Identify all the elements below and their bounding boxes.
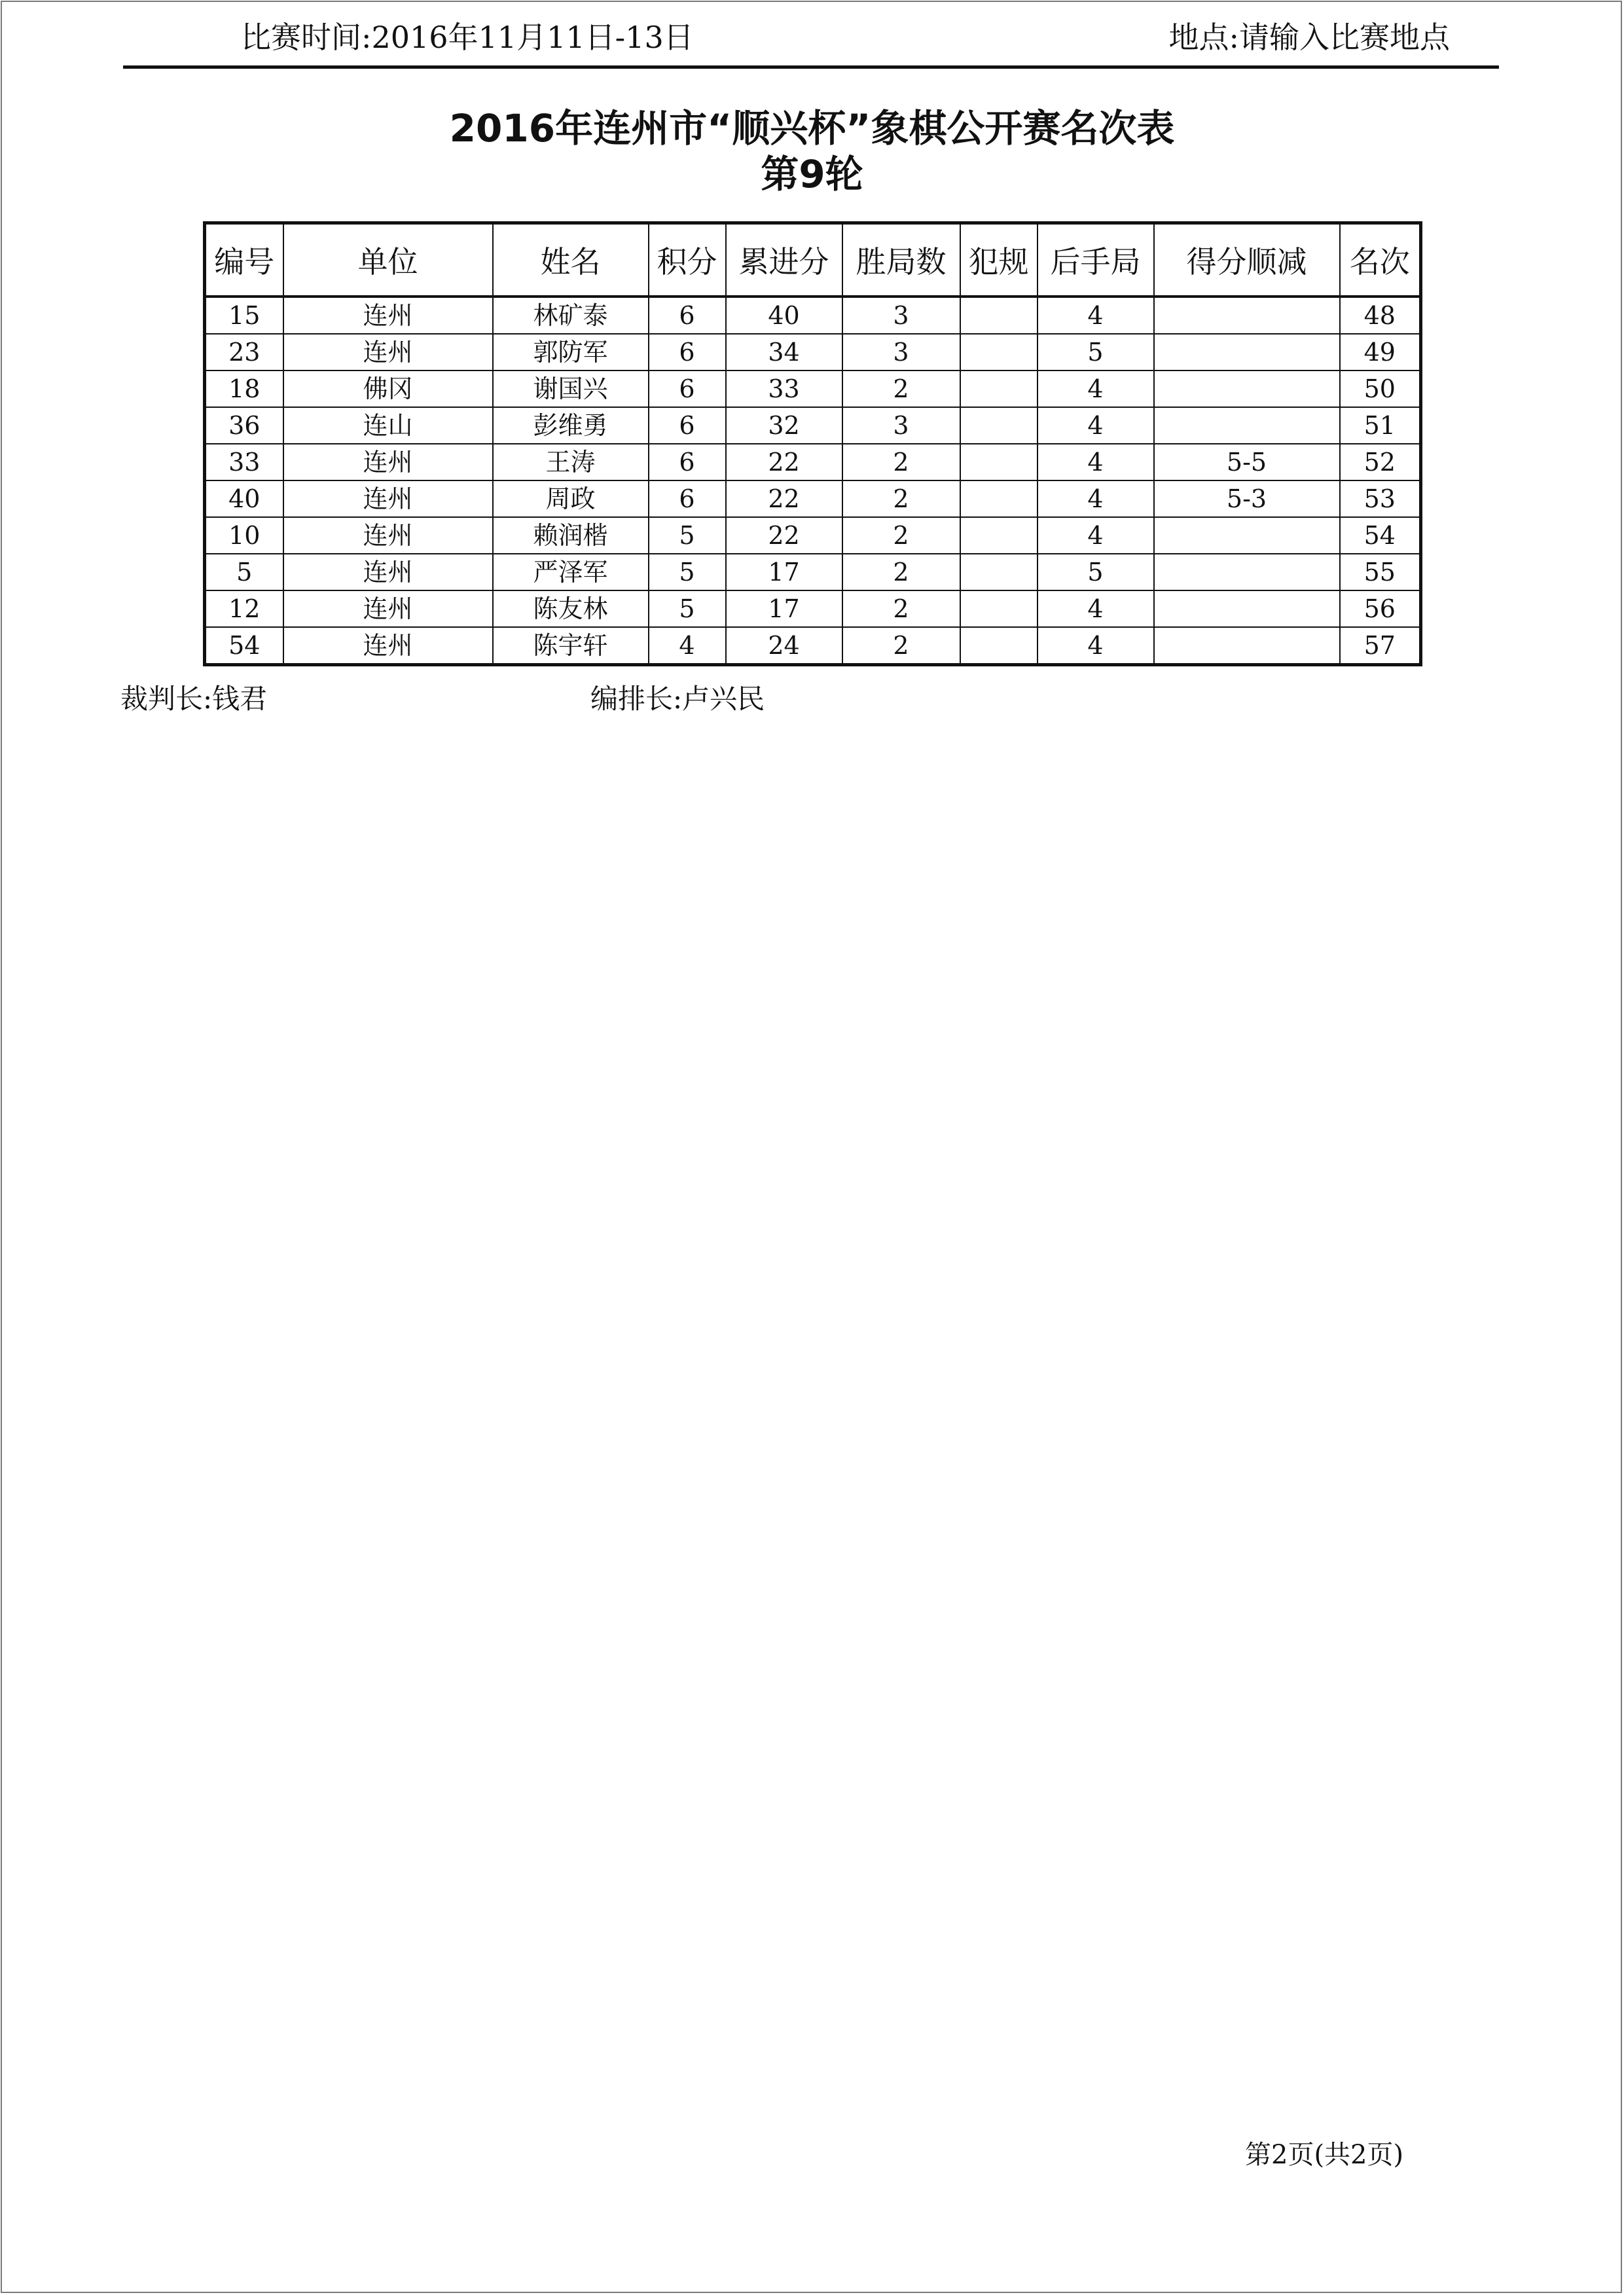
- cell-cumulative: 17: [726, 590, 842, 627]
- cell-wins: 3: [842, 407, 960, 444]
- cell-tiebreak: [1154, 297, 1340, 334]
- cell-black-games: 4: [1038, 297, 1154, 334]
- cell-id: 10: [205, 517, 283, 554]
- document-title: 2016年连州市“顺兴杯”象棋公开赛名次表: [449, 106, 1175, 151]
- cell-black-games: 5: [1038, 334, 1154, 370]
- cell-id: 36: [205, 407, 283, 444]
- cell-points: 5: [649, 554, 726, 590]
- table-row: [205, 627, 1421, 665]
- table-row: [205, 517, 1421, 554]
- cell-id: 12: [205, 590, 283, 627]
- round-subtitle: 第9轮: [761, 152, 863, 196]
- cell-tiebreak: [1154, 517, 1340, 554]
- column-header-cumulative: 累进分: [726, 223, 842, 297]
- cell-id: 23: [205, 334, 283, 370]
- cell-rank: 52: [1340, 444, 1421, 480]
- cell-points: 5: [649, 590, 726, 627]
- cell-fouls: [960, 370, 1038, 407]
- cell-cumulative: 40: [726, 297, 842, 334]
- cell-black-games: 4: [1038, 517, 1154, 554]
- cell-fouls: [960, 627, 1038, 665]
- cell-tiebreak: 5-3: [1154, 480, 1340, 517]
- table-row: [205, 554, 1421, 590]
- cell-id: 5: [205, 554, 283, 590]
- cell-unit: 连山: [283, 407, 493, 444]
- cell-unit: 连州: [283, 590, 493, 627]
- cell-wins: 2: [842, 480, 960, 517]
- cell-black-games: 4: [1038, 407, 1154, 444]
- cell-unit: 连州: [283, 554, 493, 590]
- cell-wins: 2: [842, 627, 960, 665]
- cell-points: 5: [649, 517, 726, 554]
- cell-wins: 2: [842, 370, 960, 407]
- cell-unit: 连州: [283, 480, 493, 517]
- cell-tiebreak: [1154, 627, 1340, 665]
- cell-id: 33: [205, 444, 283, 480]
- cell-black-games: 5: [1038, 554, 1154, 590]
- cell-black-games: 4: [1038, 627, 1154, 665]
- cell-name: 赖润楷: [493, 517, 649, 554]
- cell-cumulative: 22: [726, 517, 842, 554]
- table-row: [205, 480, 1421, 517]
- cell-name: 陈友林: [493, 590, 649, 627]
- cell-fouls: [960, 517, 1038, 554]
- table-header-row: [205, 223, 1421, 297]
- cell-cumulative: 24: [726, 627, 842, 665]
- cell-name: 周政: [493, 480, 649, 517]
- table-row: [205, 297, 1421, 334]
- cell-tiebreak: 5-5: [1154, 444, 1340, 480]
- cell-unit: 连州: [283, 334, 493, 370]
- cell-name: 林矿泰: [493, 297, 649, 334]
- cell-wins: 2: [842, 517, 960, 554]
- cell-points: 6: [649, 297, 726, 334]
- cell-points: 6: [649, 407, 726, 444]
- column-header-wins: 胜局数: [842, 223, 960, 297]
- cell-rank: 53: [1340, 480, 1421, 517]
- cell-wins: 3: [842, 334, 960, 370]
- cell-unit: 连州: [283, 627, 493, 665]
- cell-tiebreak: [1154, 407, 1340, 444]
- cell-id: 15: [205, 297, 283, 334]
- table-row: [205, 370, 1421, 407]
- table-row: [205, 334, 1421, 370]
- cell-name: 严泽军: [493, 554, 649, 590]
- column-header-id: 编号: [205, 223, 283, 297]
- table-row: [205, 407, 1421, 444]
- cell-fouls: [960, 334, 1038, 370]
- cell-tiebreak: [1154, 554, 1340, 590]
- table-row: [205, 444, 1421, 480]
- cell-tiebreak: [1154, 590, 1340, 627]
- cell-name: 郭防军: [493, 334, 649, 370]
- cell-rank: 50: [1340, 370, 1421, 407]
- cell-wins: 2: [842, 590, 960, 627]
- cell-points: 6: [649, 480, 726, 517]
- column-header-tiebreak: 得分顺减: [1154, 223, 1340, 297]
- table-row: [205, 590, 1421, 627]
- cell-points: 4: [649, 627, 726, 665]
- cell-points: 6: [649, 370, 726, 407]
- cell-fouls: [960, 480, 1038, 517]
- cell-fouls: [960, 407, 1038, 444]
- cell-wins: 2: [842, 554, 960, 590]
- column-header-points: 积分: [649, 223, 726, 297]
- column-header-unit: 单位: [283, 223, 493, 297]
- cell-cumulative: 32: [726, 407, 842, 444]
- cell-black-games: 4: [1038, 370, 1154, 407]
- cell-id: 40: [205, 480, 283, 517]
- column-header-rank: 名次: [1340, 223, 1421, 297]
- cell-cumulative: 17: [726, 554, 842, 590]
- chief-arranger: 编排长:卢兴民: [590, 683, 765, 715]
- cell-id: 54: [205, 627, 283, 665]
- cell-cumulative: 33: [726, 370, 842, 407]
- cell-rank: 49: [1340, 334, 1421, 370]
- cell-unit: 连州: [283, 517, 493, 554]
- cell-cumulative: 22: [726, 480, 842, 517]
- cell-unit: 连州: [283, 297, 493, 334]
- cell-tiebreak: [1154, 370, 1340, 407]
- page-number: 第2页(共2页): [1245, 2140, 1404, 2170]
- cell-name: 谢国兴: [493, 370, 649, 407]
- column-header-black-games: 后手局: [1038, 223, 1154, 297]
- cell-points: 6: [649, 334, 726, 370]
- cell-rank: 57: [1340, 627, 1421, 665]
- cell-cumulative: 34: [726, 334, 842, 370]
- cell-wins: 3: [842, 297, 960, 334]
- cell-tiebreak: [1154, 334, 1340, 370]
- cell-rank: 54: [1340, 517, 1421, 554]
- cell-fouls: [960, 590, 1038, 627]
- cell-rank: 48: [1340, 297, 1421, 334]
- cell-rank: 55: [1340, 554, 1421, 590]
- cell-rank: 51: [1340, 407, 1421, 444]
- cell-black-games: 4: [1038, 444, 1154, 480]
- cell-rank: 56: [1340, 590, 1421, 627]
- cell-wins: 2: [842, 444, 960, 480]
- cell-fouls: [960, 297, 1038, 334]
- column-header-name: 姓名: [493, 223, 649, 297]
- ranking-table: [203, 221, 1422, 666]
- match-location: 地点:请输入比赛地点: [1168, 20, 1450, 55]
- cell-fouls: [960, 554, 1038, 590]
- cell-name: 陈宇轩: [493, 627, 649, 665]
- chief-referee: 裁判长:钱君: [120, 683, 268, 715]
- cell-unit: 连州: [283, 444, 493, 480]
- match-time: 比赛时间:2016年11月11日-13日: [241, 20, 694, 55]
- cell-id: 18: [205, 370, 283, 407]
- cell-name: 王涛: [493, 444, 649, 480]
- cell-name: 彭维勇: [493, 407, 649, 444]
- cell-fouls: [960, 444, 1038, 480]
- cell-points: 6: [649, 444, 726, 480]
- cell-cumulative: 22: [726, 444, 842, 480]
- cell-unit: 佛冈: [283, 370, 493, 407]
- cell-black-games: 4: [1038, 480, 1154, 517]
- header-divider: [123, 65, 1499, 69]
- column-header-fouls: 犯规: [960, 223, 1038, 297]
- cell-black-games: 4: [1038, 590, 1154, 627]
